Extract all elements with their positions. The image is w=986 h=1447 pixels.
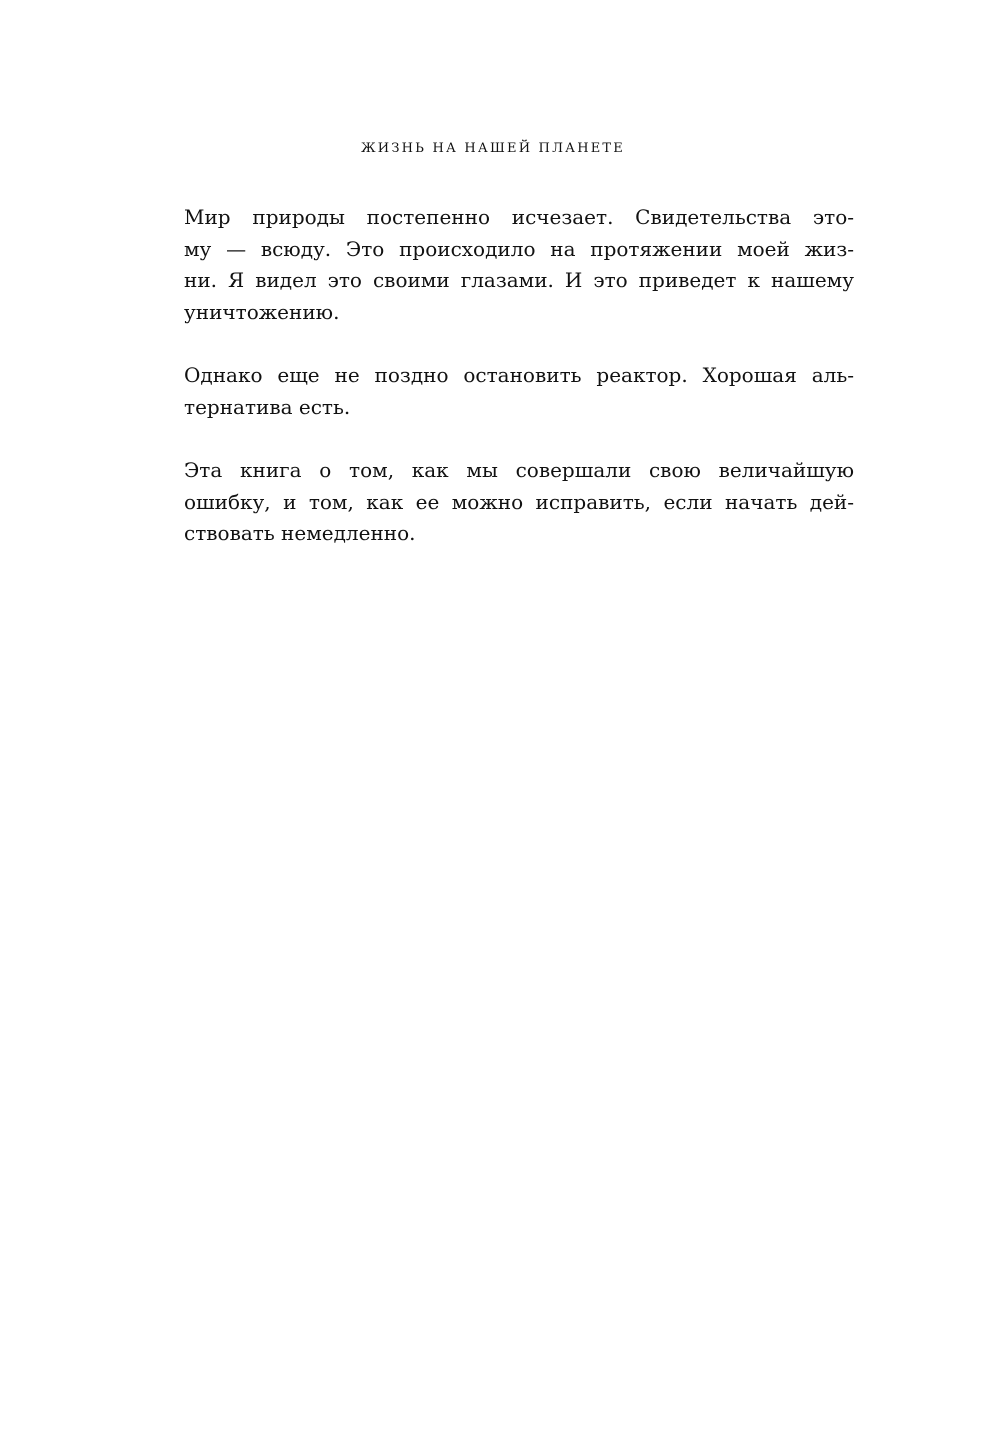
text-line: Мир природы постепенно исчезает. Свидетельства это- bbox=[184, 205, 854, 229]
text-line: му — всюду. Это происходило на протяжении моей жиз- bbox=[184, 236, 854, 261]
paragraph-3 bbox=[184, 455, 854, 550]
text-line: ни. Я видел это своими глазами. И это приведет к нашему bbox=[184, 268, 854, 292]
text-line: Однако еще не поздно остановить реактор. Хорошая аль- bbox=[184, 363, 854, 387]
text-line: ошибку, и том, как ее можно исправить, если начать дей- bbox=[184, 489, 854, 514]
running-head: ЖИЗНЬ НА НАШЕЙ ПЛАНЕТЕ bbox=[361, 141, 625, 156]
text-line: ствовать немедленно. bbox=[184, 521, 416, 545]
paragraph-2 bbox=[184, 360, 854, 423]
text-line: уничтожению. bbox=[184, 299, 340, 324]
body-text bbox=[184, 202, 854, 582]
paragraph-1 bbox=[184, 202, 854, 328]
text-line: Эта книга о том, как мы совершали свою величайшую bbox=[184, 458, 854, 482]
text-line: тернатива есть. bbox=[184, 394, 351, 419]
